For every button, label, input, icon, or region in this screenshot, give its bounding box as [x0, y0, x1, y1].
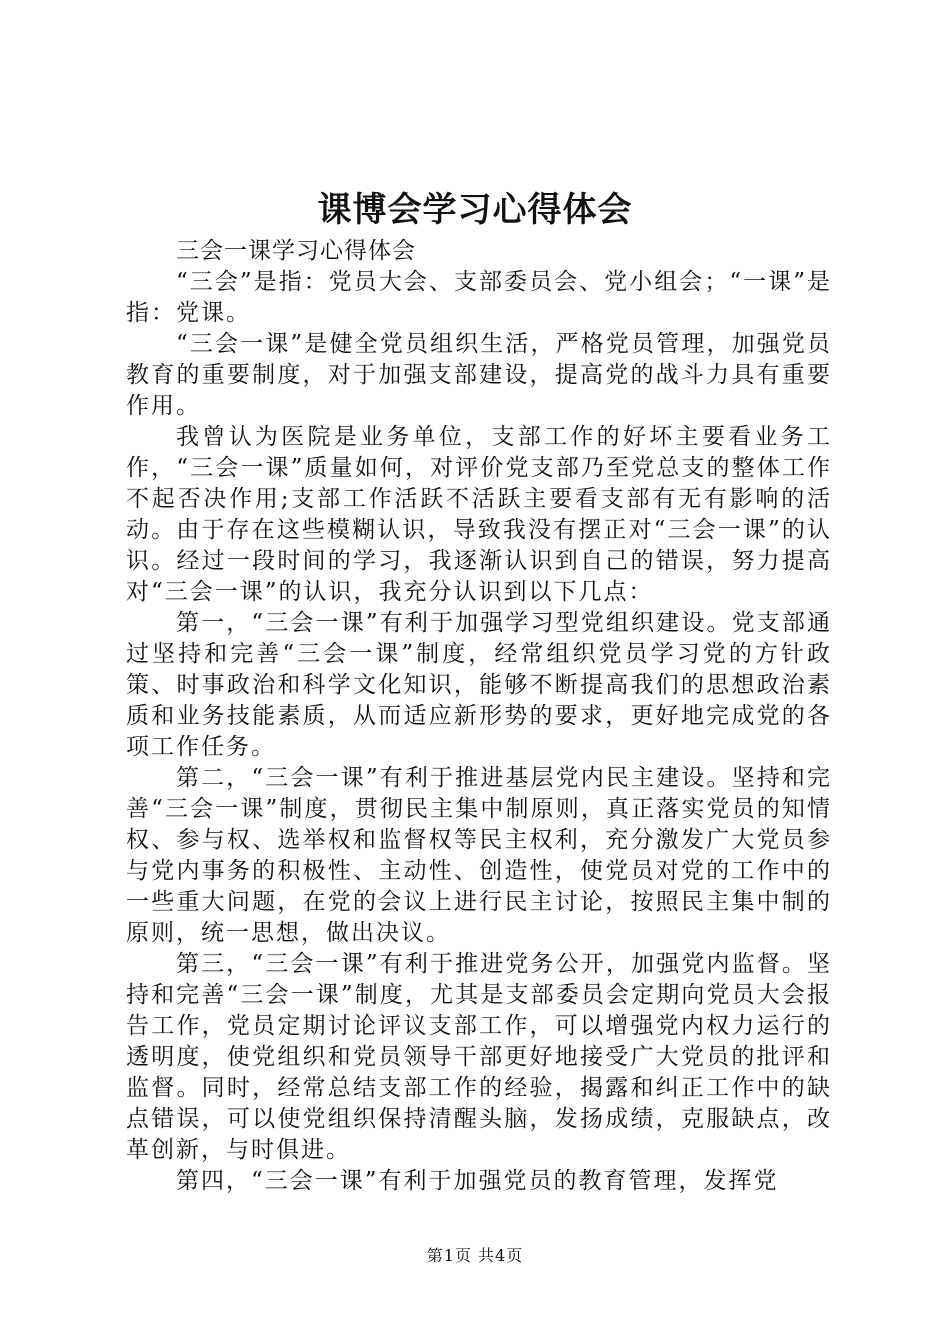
- paragraph-point-three: 第三，“三会一课”有利于推进党务公开，加强党内监督。坚持和完善“三会一课”制度，尤其是支部委员会定期向党员大会报告工作，党员定期讨论评议支部工作，可以增强党内权力运行的透明度，使党组织和党员领导干部更好地接受广大党员的批评和监督。同时，经常总结支部工作的经验，揭露和纠正工作中的缺点错误，可以使党组织保持清醒头脑，发扬成绩，克服缺点，改革创新，与时俱进。: [126, 951, 832, 1163]
- paragraph-point-four: 第四，“三会一课”有利于加强党员的教育管理，发挥党: [176, 1168, 779, 1194]
- paragraph-point-two: 第二，“三会一课”有利于推进基层党内民主建设。坚持和完善“三会一课”制度，贯彻民主集中制原则，真正落实党员的知情权、参与权、选举权和监督权等民主权利，充分激发广大党员参与党内事务的积极性、主动性、创造性，使党员对党的工作中的一些重大问题，在党的会议上进行民主讨论，按照民主集中制的原则，统一思想，做出决议。: [126, 765, 832, 946]
- document-title: 课博会学习心得体会: [317, 190, 633, 230]
- page-number-footer: 第1页 共4页: [426, 1246, 524, 1265]
- paragraph-reflection: 我曾认为医院是业务单位，支部工作的好坏主要看业务工作，“三会一课”质量如何，对评价党支部乃至党总支的整体工作不起否决作用;支部工作活跃不活跃主要看支部有无有影响的活动。由于存在这些模糊认识，导致我没有摆正对“三会一课”的认识。经过一段时间的学习，我逐渐认识到自己的错误，努力提高对“三会一课”的认识，我充分认识到以下几点：: [126, 424, 832, 605]
- paragraph-definition: “三会”是指：党员大会、支部委员会、党小组会；“一课”是指：党课。: [126, 269, 832, 326]
- paragraph-subtitle: 三会一课学习心得体会: [176, 238, 416, 264]
- document-body: [126, 236, 832, 1197]
- paragraph-point-one: 第一，“三会一课”有利于加强学习型党组织建设。党支部通过坚持和完善“三会一课”制度，经常组织党员学习党的方针政策、时事政治和科学文化知识，能够不断提高我们的思想政治素质和业务技能素质，从而适应新形势的要求，更好地完成党的各项工作任务。: [126, 610, 832, 760]
- paragraph-importance: “三会一课”是健全党员组织生活，严格党员管理，加强党员教育的重要制度，对于加强支部建设，提高党的战斗力具有重要作用。: [126, 331, 832, 419]
